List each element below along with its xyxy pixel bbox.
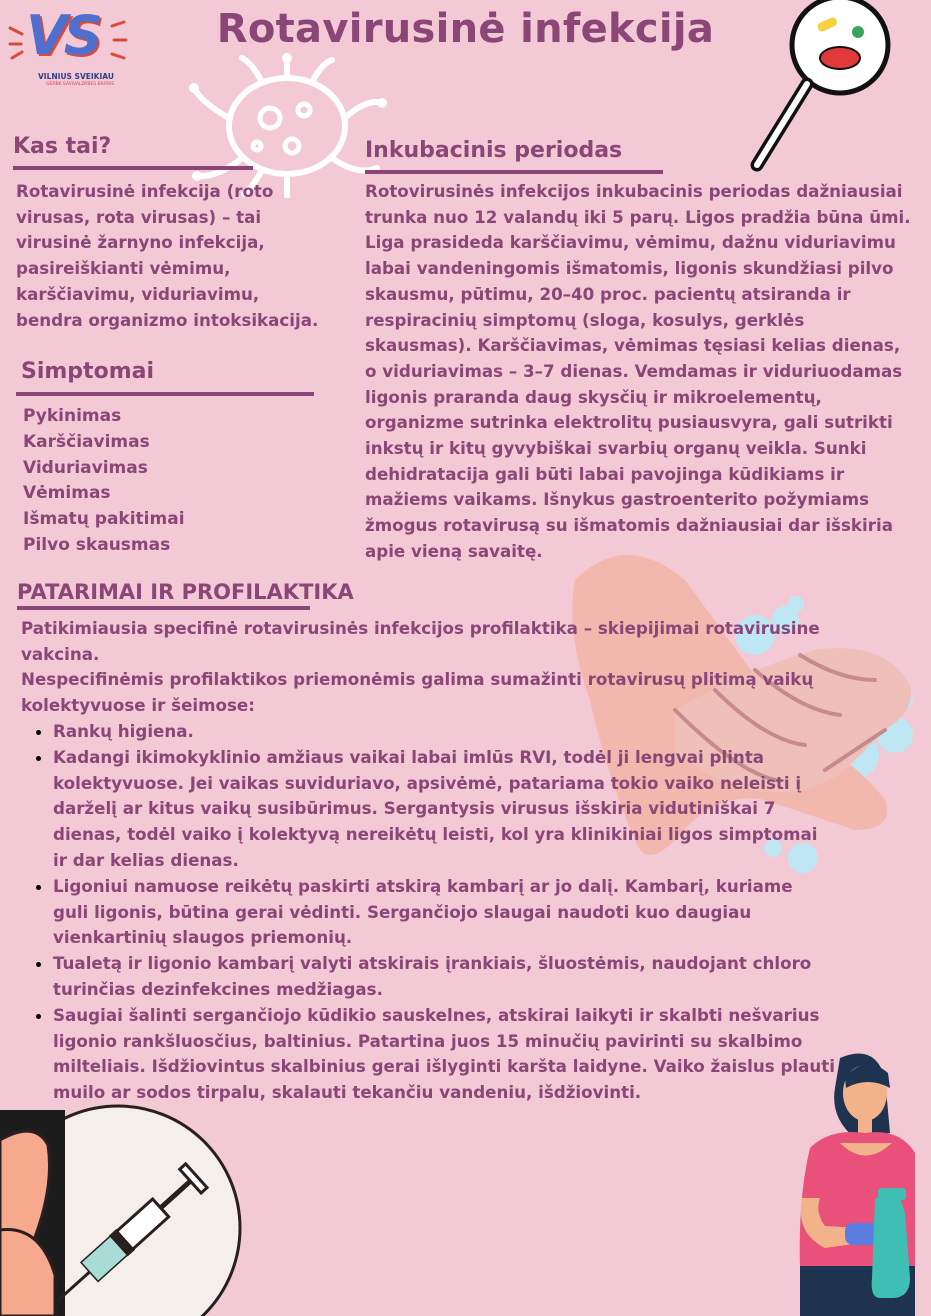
tip-line: kolektyvuose. Jei vaikas suviduriavo, apsivėmė, patariama tokio vaiko neleisti į [53,772,802,793]
incubation-line: Rotovirusinės infekcijos inkubacinis periodas dažniausiai [365,181,903,201]
symptom-item: Išmatų pakitimai [23,509,185,530]
tip-line: muilo ar sodos tirpalu, skalauti tekančiu vandeniu, išdžiovinti. [53,1082,642,1103]
incubation-line: respiracinių simptomų (sloga, kosulys, gerklės [365,309,805,330]
incubation-line: mažiems vaikams. Išnykus gastroenterito požymiams [365,489,870,510]
what-is-heading: Kas tai? [13,134,112,159]
tips-rule [17,606,310,610]
symptom-item: Karščiavimas [23,431,150,452]
incubation-line: inkstų ir kitų gyvybiškai svarbių organų veikla. Sunki [365,438,867,459]
what-is-line: virusinė žarnyno infekcija, [16,232,265,253]
incubation-text [365,179,925,565]
tip-line: • Kadangi ikimokyklinio amžiaus vaikai labai imlūs RVI, todėl ji lengvai plinta [53,746,765,767]
tip-item [53,874,873,951]
virus-icon [182,48,392,198]
tip-line: vienkartinių slaugos priemonių. [53,927,353,948]
tip-item [53,745,873,874]
incubation-line: labai vandeningomis išmatomis, ligonis skundžiasi pilvo [365,258,894,279]
incubation-line: Liga prasideda karščiavimu, vėmimu, dažnu viduriavimu [365,232,896,253]
logo-name: VILNIUS SVEIKIAU [38,72,114,81]
tip-line: guli ligonis, būtina gerai vėdinti. Sergančiojo slaugai naudoti kuo daugiau [53,901,752,922]
tips-intro-line: Nespecifinėmis profilaktikos priemonėmis galima sumažinti rotavirusų plitimą vaikų [21,669,814,690]
incubation-heading: Inkubacinis periodas [365,138,623,163]
tip-item [53,719,873,745]
tip-line: milteliais. Išdžiovintus skalbinius gerai išlyginti karšta laidyne. Vaiko žaislus plauti [53,1056,835,1077]
tip-item [53,951,873,1003]
symptoms-heading: Simptomai [21,359,154,384]
tip-line: ir dar kelias dienas. [53,849,239,870]
tip-line: darželį ar kitus vaikų susibūrimus. Sergantysis virusus išskiria vidutiniškai 7 [53,798,776,819]
syringe-icon [0,1100,245,1316]
symptom-item: Pykinimas [23,406,122,426]
tip-line: turinčias dezinfekcines medžiagas. [53,978,383,999]
incubation-line: skausmas). Karščiavimas, vėmimas tęsiasi kelias dienas, [365,335,901,356]
incubation-line: organizme sutrinka elektrolitų pusiausvyra, gali sutrikti [365,412,893,433]
what-is-rule [13,166,253,170]
what-is-line: virusas, rota virusas) – tai [16,206,262,227]
tip-line: • Rankų higiena. [53,721,194,741]
incubation-line: ligonis praranda daug skysčių ir mikroelementų, [365,386,822,407]
tips-intro-line: kolektyvuose ir šeimose: [21,695,255,716]
what-is-line: Rotavirusinė infekcija (roto [16,181,274,201]
tip-line: • Ligoniui namuose reikėtų paskirti atskirą kambarį ar jo dalį. Kambarį, kuriame [53,875,793,896]
incubation-line: o viduriavimas – 3–7 dienas. Vemdamas ir viduriuodamas [365,360,903,381]
tips-intro-line: vakcina. [21,643,100,664]
incubation-line: apie vieną savaitę. [365,540,543,561]
tips-heading: PATARIMAI IR PROFILAKTIKA [17,580,354,604]
incubation-rule [365,170,663,174]
tip-item [53,1003,873,1106]
tip-line: • Tualetą ir ligonio kambarį valyti atskirais įrankiais, šluostėmis, naudojant chloro [53,953,812,974]
tips-list [21,719,873,1106]
incubation-line: skausmu, pūtimu, 20–40 proc. pacientų atsiranda ir [365,283,851,304]
symptom-item: Viduriavimas [23,457,148,478]
tips-intro-line: Patikimiausia specifinė rotavirusinės infekcijos profilaktika – skiepijimai rotavirusine [21,618,820,638]
logo-tagline: GERBK SAVIVALDYBES BIURAS [46,82,115,87]
tip-line: dienas, todėl vaiko į kolektyvą nereikėtų leisti, kol yra klinikiniai ligos simptomai [53,824,818,845]
page-title: Rotavirusinė infekcija [216,6,715,52]
symptoms-rule [16,392,314,396]
what-is-text [16,179,336,333]
incubation-line: žmogus rotavirusą su išmatomis dažniausiai dar išskiria [365,515,893,536]
incubation-line: trunka nuo 12 valandų iki 5 parų. Ligos pradžia būna ūmi. [365,206,911,227]
what-is-line: pasireiškianti vėmimu, [16,258,231,279]
what-is-line: bendra organizmo intoksikacija. [16,309,319,330]
tips-intro [21,616,841,719]
symptom-item: Pilvo skausmas [23,534,171,555]
tip-line: • Saugiai šalinti sergančiojo kūdikio sauskelnes, atskirai laikyti ir skalbti nešvarius [53,1004,820,1025]
incubation-line: dehidratacija gali būti labai pavojinga kūdikiams ir [365,463,845,484]
tip-line: ligonio rankšluosčius, baltinius. Patartina juos 15 minučių pavirinti su skalbimo [53,1030,803,1051]
logo-initials: VS [26,4,99,67]
symptoms-list [23,404,185,559]
symptom-item: Vėmimas [23,483,111,504]
what-is-line: karščiavimu, viduriavimu, [16,283,260,304]
